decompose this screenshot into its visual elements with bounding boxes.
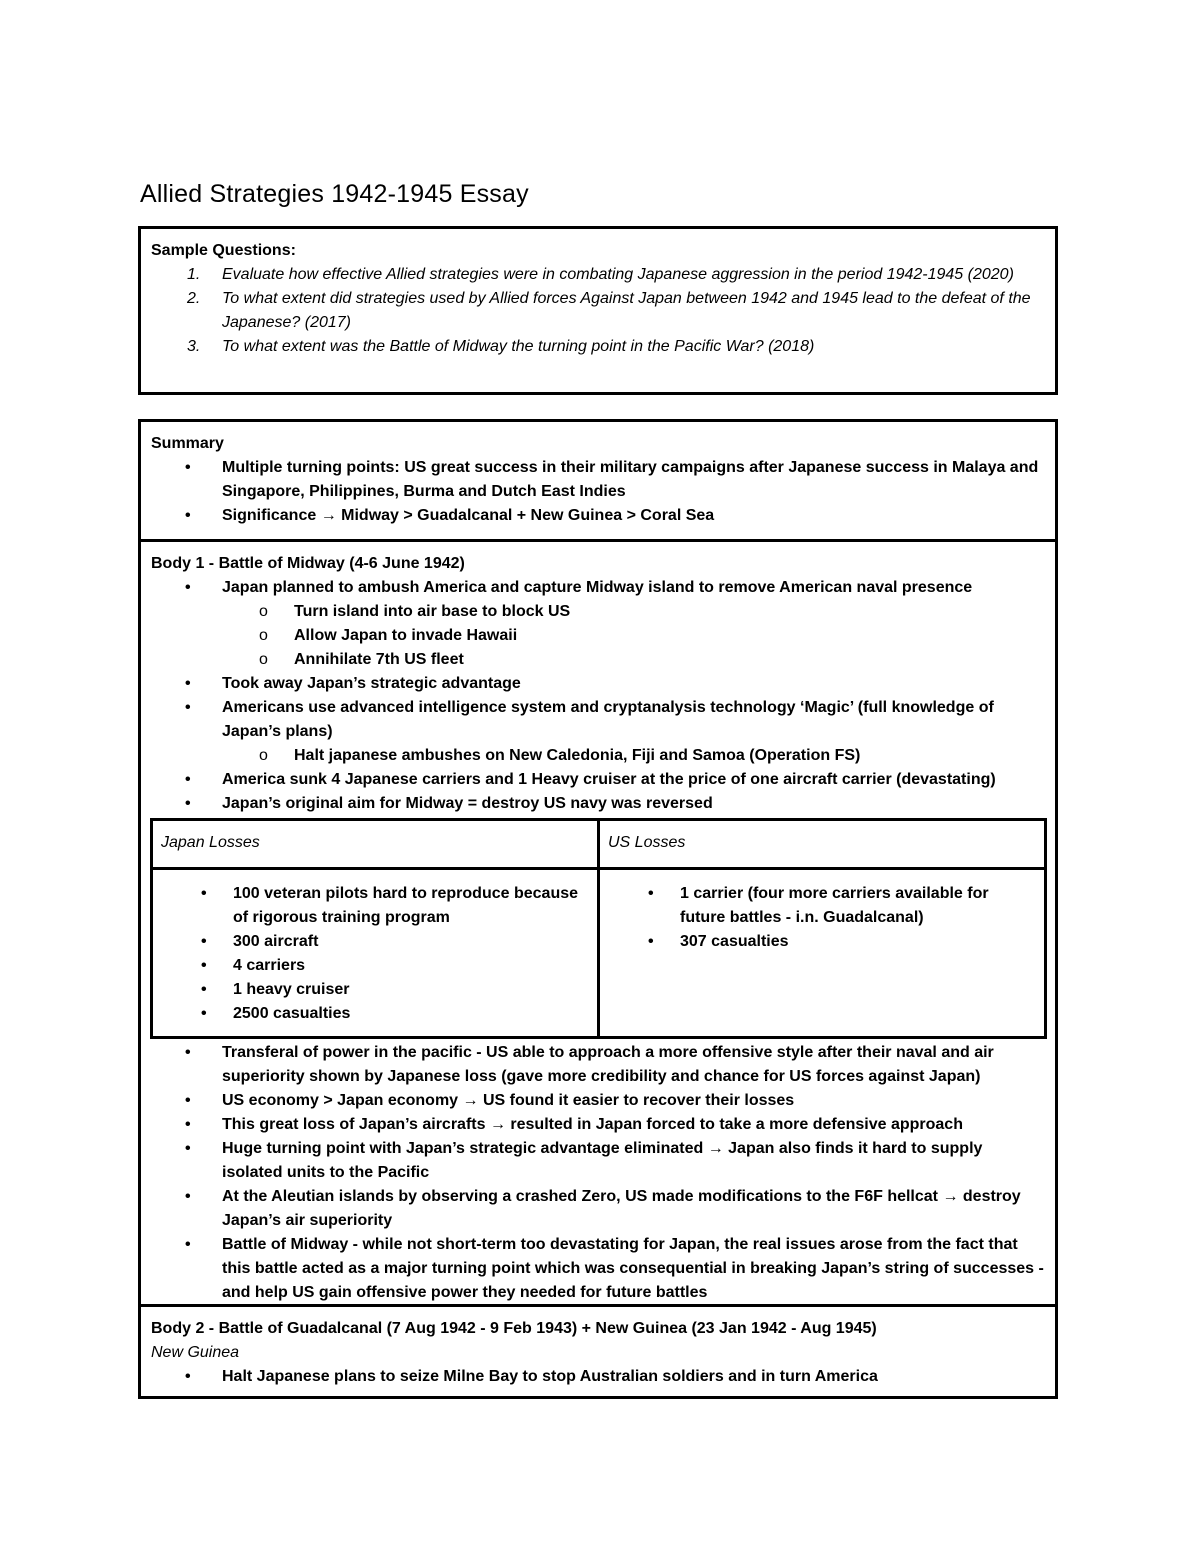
list-item: • Multiple turning points: US great success in their military campaigns after Japanese success in Malaya and Singapore, Philippines, Burma and Dutch East Indies [185,459,1039,500]
japan-losses-list [161,882,589,1026]
body1-heading: Body 1 - Battle of Midway (4-6 June 1942) [151,555,465,572]
list-item: • Japan planned to ambush America and capture Midway island to remove American naval presence [185,579,973,596]
body1-section [141,542,1055,1307]
summary-list [151,456,1045,528]
body2-section [141,1307,1055,1396]
body2-subheading: New Guinea [151,1344,240,1361]
losses-table [150,818,1047,1039]
body1-sublist [151,600,1045,672]
japan-losses-cell [152,869,599,1038]
list-item: • 1 heavy cruiser [201,981,350,998]
body1-list [151,672,1045,744]
list-item: • Americans use advanced intelligence system and cryptanalysis technology ‘Magic’ (full knowledge of Japan’s plans) [185,699,994,740]
us-losses-list [608,882,1036,954]
essay-plan-box [138,419,1058,1399]
list-item: • Transferal of power in the pacific - US able to approach a more offensive style after their naval and air superiority shown by Japanese loss (gave more credibility and chance for US forces against Japan) [185,1044,994,1085]
list-item: • 2500 casualties [201,1005,351,1022]
questions-heading: Sample Questions: [151,242,296,259]
list-item: o Halt japanese ambushes on New Caledonia, Fiji and Samoa (Operation FS) [259,747,861,764]
questions-list [151,263,1045,359]
list-item: • 4 carriers [201,957,306,974]
summary-section [141,422,1055,542]
body1-list [151,768,1045,816]
list-item: • At the Aleutian islands by observing a crashed Zero, US made modifications to the F6F hellcat → destroy Japan’s air superiority [185,1188,1021,1229]
list-item: • 1 carrier (four more carriers available for future battles - i.n. Guadalcanal) [648,885,989,926]
japan-losses-header: Japan Losses [152,820,599,869]
list-item: • Huge turning point with Japan’s strategic advantage eliminated → Japan also finds it hard to supply isolated units to the Pacific [185,1140,983,1181]
list-item: o Turn island into air base to block US [259,603,571,620]
list-item: • Japan’s original aim for Midway = destroy US navy was reversed [185,795,713,812]
body2-list [151,1365,1045,1389]
list-item: • Took away Japan’s strategic advantage [185,675,521,692]
list-item: o Annihilate 7th US fleet [259,651,464,668]
list-item: • 100 veteran pilots hard to reproduce because of rigorous training program [201,885,579,926]
list-item: • This great loss of Japan’s aircrafts → resulted in Japan forced to take a more defensive approach [185,1116,963,1133]
page-title: Allied Strategies 1942-1945 Essay [140,180,529,208]
list-item: • Battle of Midway - while not short-term too devastating for Japan, the real issues arose from the fact that this battle acted as a major turning point which was consequential in breaking Japan’s string of successes - and help US gain offensive power they needed for future battles [185,1236,1044,1301]
question-item: 1. Evaluate how effective Allied strategies were in combating Japanese aggression in the period 1942-1945 (2020) [187,266,1014,283]
list-item: • 300 aircraft [201,933,319,950]
list-item: • US economy > Japan economy → US found it easier to recover their losses [185,1092,795,1109]
us-losses-header: US Losses [599,820,1046,869]
list-item: • America sunk 4 Japanese carriers and 1 Heavy cruiser at the price of one aircraft carrier (devastating) [185,771,996,788]
body2-heading: Body 2 - Battle of Guadalcanal (7 Aug 1942 - 9 Feb 1943) + New Guinea (23 Jan 1942 - Aug 1945) [151,1320,877,1337]
body1-after-list [151,1041,1045,1305]
question-item: 3. To what extent was the Battle of Midway the turning point in the Pacific War? (2018) [187,338,815,355]
list-item: • 307 casualties [648,933,789,950]
question-item: 2. To what extent did strategies used by Allied forces Against Japan between 1942 and 1945 lead to the defeat of the Japanese? (2017) [187,290,1031,331]
summary-heading: Summary [151,435,224,452]
list-item: o Allow Japan to invade Hawaii [259,627,518,644]
body1-list [151,576,1045,600]
list-item: • Halt Japanese plans to seize Milne Bay to stop Australian soldiers and in turn America [185,1368,878,1385]
us-losses-cell [599,869,1046,1038]
list-item: • Significance → Midway > Guadalcanal + New Guinea > Coral Sea [185,507,715,524]
sample-questions-box [138,226,1058,395]
body1-sublist [151,744,1045,768]
